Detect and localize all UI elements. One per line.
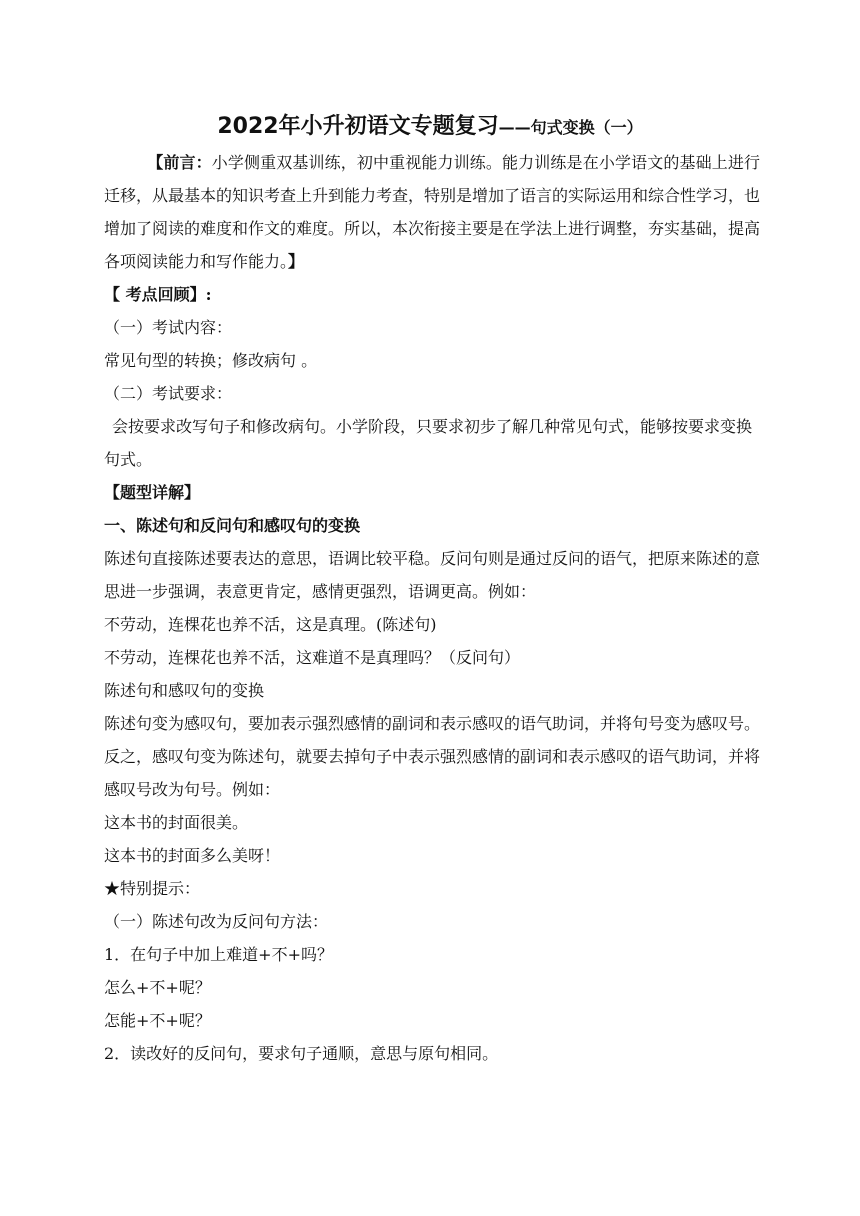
example-plain: 这本书的封面很美。 — [104, 813, 249, 832]
tip-heading: ★特别提示： — [104, 879, 201, 898]
review-content-label: （一）考试内容： — [104, 318, 233, 337]
section1-text: 陈述句直接陈述要表达的意思，语调比较平稳。反问句则是通过反问的语气，把原来陈述的意思进一步强调，表意更肯定，感情更强烈，语调更高。例如： — [104, 549, 761, 601]
example-rhetorical: 不劳动，连棵花也养不活，这难道不是真理吗？（反问句） — [104, 648, 521, 667]
preface-paragraph — [104, 146, 760, 278]
section1-title: 一、陈述句和反问句和感叹句的变换 — [104, 516, 361, 535]
preface-label: 【前言： — [147, 153, 212, 172]
subsection-text: 陈述句变为感叹句，要加表示强烈感情的副词和表示感叹的语气助词，并将句号变为感叹号。反之，感叹句变为陈述句，就要去掉句子中表示强烈感情的副词和表示感叹的语气助词，并将感叹号改为句号。例如： — [104, 714, 761, 799]
tip-subheading: （一）陈述句改为反问句方法： — [104, 912, 329, 931]
review-content-text: 常见句型的转换；修改病句 。 — [104, 351, 318, 370]
document-title — [0, 112, 860, 143]
example-exclamation: 这本书的封面多么美呀！ — [104, 846, 281, 865]
preface-text: 小学侧重双基训练，初中重视能力训练。能力训练是在小学语文的基础上进行迁移，从最基本的知识考查上升到能力考查，特别是增加了语言的实际运用和综合性学习，也增加了阅读的难度和作文的难度。所以，本次衔接主要是在学法上进行调整，夯实基础，提高各项阅读能力和写作能力。 — [104, 153, 761, 271]
tip-item-3: 怎能+不+呢？ — [104, 1011, 211, 1030]
preface-close: 】 — [288, 252, 305, 271]
review-heading: 【 考点回顾】: — [104, 285, 212, 304]
subsection-title: 陈述句和感叹句的变换 — [104, 681, 265, 700]
tip-item-1: 1．在句子中加上难道+不+吗？ — [104, 945, 333, 964]
review-req-text: 会按要求改写句子和修改病句。小学阶段，只要求初步了解几种常见句式，能够按要求变换句式。 — [104, 417, 753, 469]
title-main: 2022年小升初语文专题复习 — [217, 114, 499, 139]
types-heading: 【题型详解】 — [104, 483, 201, 502]
tip-item-2: 怎么+不+呢？ — [104, 978, 211, 997]
review-req-label: （二）考试要求： — [104, 384, 233, 403]
document-body — [104, 146, 760, 1070]
title-sub: ——句式变换（一） — [498, 118, 643, 137]
tip-item-4: 2．读改好的反问句，要求句子通顺，意思与原句相同。 — [104, 1044, 499, 1063]
example-declarative: 不劳动，连棵花也养不活，这是真理。(陈述句) — [104, 615, 437, 634]
